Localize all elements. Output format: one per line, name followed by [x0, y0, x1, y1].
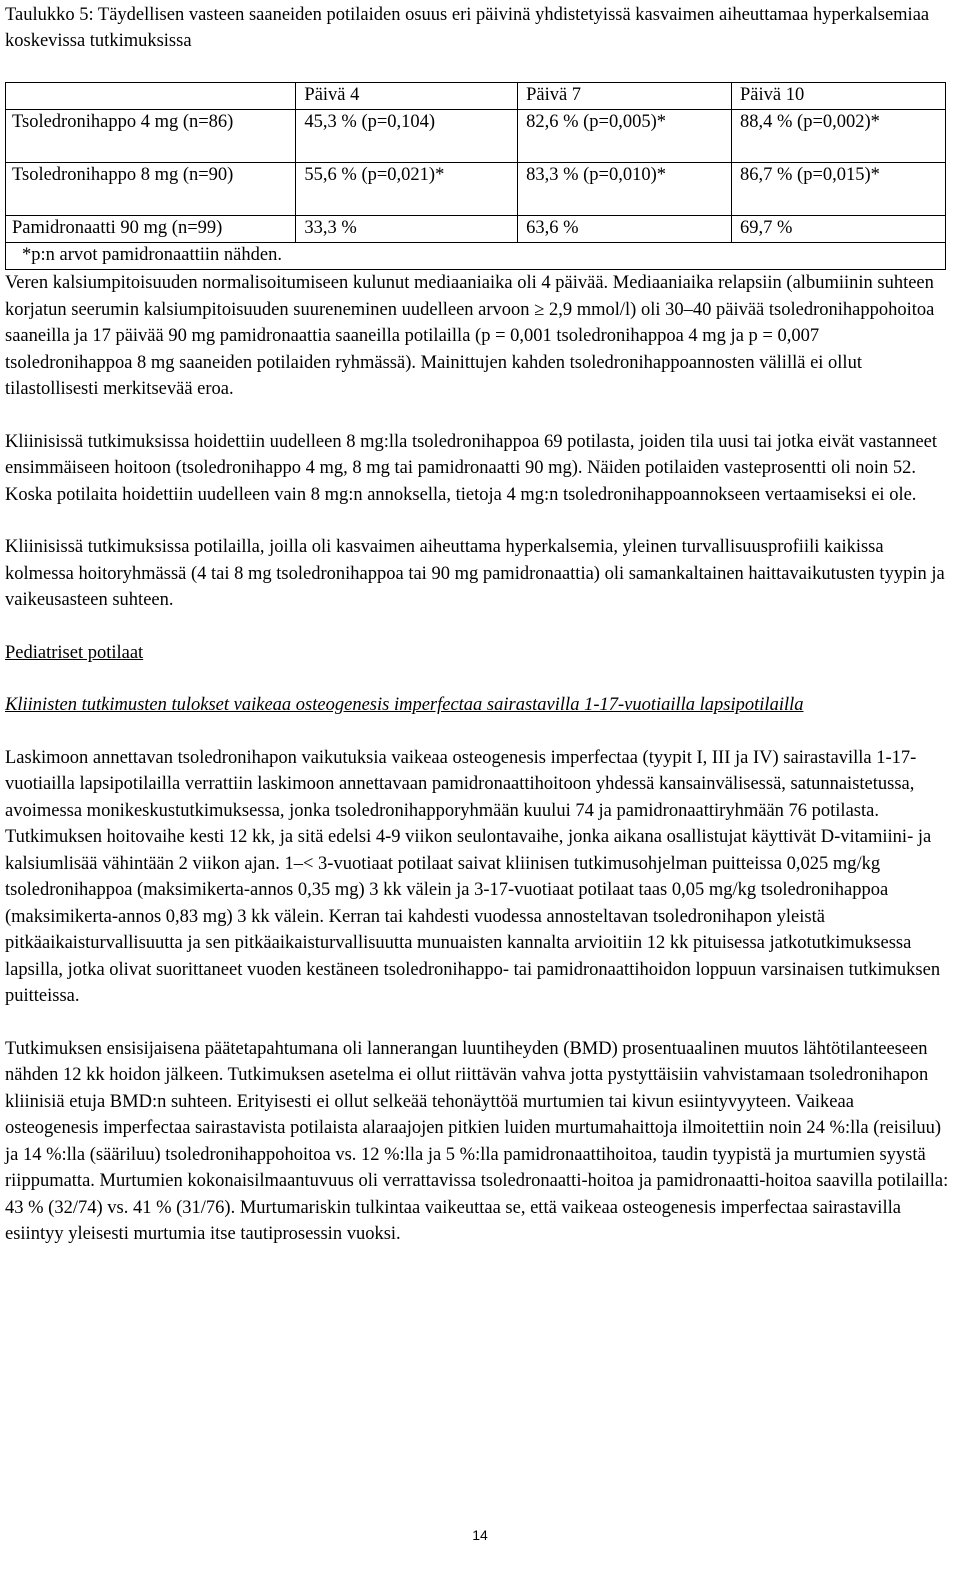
section-heading-pediatric: Pediatriset potilaat: [5, 642, 144, 663]
cell-day7: 63,6 %: [518, 216, 732, 243]
subsection-heading-osteogenesis: Kliinisten tutkimusten tulokset vaikeaa osteogenesis imperfectaa sairastavilla 1-17-vuotiailla lapsipotilailla: [5, 695, 804, 715]
paragraph-study-design: Laskimoon annettavan tsoledronihapon vaikutuksia vaikeaa osteogenesis imperfectaa (tyypit I, III ja IV) sairastavilla 1-17-vuotiailla lapsipotilailla verrattiin laskimoon annettavaan pamidronaattihoitoon yhdessä kansainvälisessä, satunnaistetussa, avoimessa monikeskustutkimuksessa, jonka tsoledronihapporyhmään kuului 74 ja pamidronaattiryhmään 76 potilasta. Tutkimuksen hoitovaihe kesti 12 kk, ja sitä edelsi 4-9 viikon seulontavaihe, jonka aikana osallistujat käyttivät D-vitamiini- ja kalsiumlisää vähintään 2 viikon ajan. 1–< 3-vuotiaat potilaat saivat kliinisen tutkimusohjelman puitteissa 0,025 mg/kg tsoledronihappoa (maksimikerta-annos 0,35 mg) 3 kk välein ja 3-17-vuotiaat potilaat taas 0,05 mg/kg tsoledronihappoa (maksimikerta-annos 0,83 mg) 3 kk välein. Kerran tai kahdesti vuodessa annosteltavan tsoledronihapon yleistä pitkäaikaisturvallisuutta ja sen pitkäaikaisturvallisuutta munuaisten kannalta arvioitiin 12 kk pituisessa jatkotutkimuksessa lapsilla, jotka olivat suorittaneet vuoden kestäneen tsoledronihappo- tai pamidronaattihoidon loppuun varsinaisen tutkimuksen puitteissa.: [5, 747, 941, 1006]
table-header-row: [6, 83, 946, 110]
table-row: [6, 216, 946, 243]
paragraph-safety: Kliinisissä tutkimuksissa potilailla, joilla oli kasvaimen aiheuttama hyperkalsemia, yleinen turvallisuusprofiili kaikissa kolmessa hoitoryhmässä (4 tai 8 mg tsoledronihappoa tai 90 mg pamidronaattia) oli samankaltainen haittavaikutusten tyypin ja vaikeusasteen suhteen.: [5, 537, 945, 610]
row-label: Tsoledronihappo 8 mg (n=90): [6, 163, 296, 216]
cell-day4: 45,3 % (p=0,104): [296, 110, 518, 163]
header-empty-cell: [6, 83, 296, 110]
header-day4: Päivä 4: [296, 83, 518, 110]
cell-day10: 86,7 % (p=0,015)*: [732, 163, 946, 216]
cell-day10: 69,7 %: [732, 216, 946, 243]
cell-day4: 33,3 %: [296, 216, 518, 243]
table-row: [6, 110, 946, 163]
paragraph-retreatment: Kliinisissä tutkimuksissa hoidettiin uudelleen 8 mg:lla tsoledronihappoa 69 potilasta, joiden tila uusi tai jotka eivät vastanneet ensimmäiseen hoitoon (tsoledronihappo 4 mg, 8 mg tai pamidronaatti 90 mg). Näiden potilaiden vasteprosentti oli noin 52. Koska potilaita hoidettiin uudelleen vain 8 mg:n annoksella, tietoja 4 mg:n tsoledronihappoannokseen vertaamiseksi ei ole.: [5, 431, 938, 505]
table-caption: Taulukko 5: Täydellisen vasteen saaneiden potilaiden osuus eri päivinä yhdistetyissä kasvaimen aiheuttamaa hyperkalsemiaa koskevissa tutkimuksissa: [5, 5, 930, 51]
response-table: [5, 82, 946, 270]
document-page: [5, 0, 951, 1248]
paragraph-endpoint: Tutkimuksen ensisijaisena päätetapahtumana oli lannerangan luuntiheyden (BMD) prosentuaalinen muutos lähtötilanteeseen nähden 12 kk hoidon jälkeen. Tutkimuksen asetelma ei ollut riittävän vahva jotta pystyttäisiin vahvistamaan tsoledronihapon kliinisiä etuja BMD:n suhteen. Erityisesti ei ollut selkeää tehonäyttöä murtumien tai kivun esiintyvyyteen. Vaikeaa osteogenesis imperfectaa sairastavista potilaista alaraajojen pitkien luiden murtumahaittoja ilmoitettiin noin 24 %:lla (reisiluu) ja 14 %:lla (sääriluu) tsoledronihappohoitoa vs. 12 %:lla ja 5 %:lla pamidronaattihoitoa, taudin tyypistä ja murtumien syystä riippumatta. Murtumien kokonaisilmaantuvuus oli verrattavissa tsoledronaatti-hoitoa ja pamidronaatti-hoitoa saavilla potilailla: 43 % (32/74) vs. 41 % (31/76). Murtumariskin tulkintaa vaikeuttaa se, että vaikeaa osteogenesis imperfectaa sairastavilla esiintyy yleisesti murtumia itse tautiprosessin vuoksi.: [5, 1038, 949, 1244]
row-label: Pamidronaatti 90 mg (n=99): [6, 216, 296, 243]
cell-day10: 88,4 % (p=0,002)*: [732, 110, 946, 163]
table-row: [6, 163, 946, 216]
page-number: 14: [472, 1527, 488, 1543]
row-label: Tsoledronihappo 4 mg (n=86): [6, 110, 296, 163]
header-day7: Päivä 7: [518, 83, 732, 110]
table-footnote-row: [6, 243, 946, 270]
table-footnote: *p:n arvot pamidronaattiin nähden.: [6, 243, 946, 270]
cell-day7: 83,3 % (p=0,010)*: [518, 163, 732, 216]
header-day10: Päivä 10: [732, 83, 946, 110]
cell-day4: 55,6 % (p=0,021)*: [296, 163, 518, 216]
cell-day7: 82,6 % (p=0,005)*: [518, 110, 732, 163]
paragraph-relapse: Veren kalsiumpitoisuuden normalisoitumiseen kulunut mediaaniaika oli 4 päivää. Mediaaniaika relapsiin (albumiinin suhteen korjatun seerumin kalsiumpitoisuuden suureneminen uudelleen arvoon ≥ 2,9 mmol/l) oli 30–40 päivää tsoledronihappohoitoa saaneilla ja 17 päivää 90 mg pamidronaattia saaneilla potilailla (p = 0,001 tsoledronihappoa 4 mg ja p = 0,007 tsoledronihappoa 8 mg saaneiden potilaiden ryhmässä). Mainittujen kahden tsoledronihappoannosten välillä ei ollut tilastollisesti merkitsevää eroa.: [5, 273, 935, 399]
